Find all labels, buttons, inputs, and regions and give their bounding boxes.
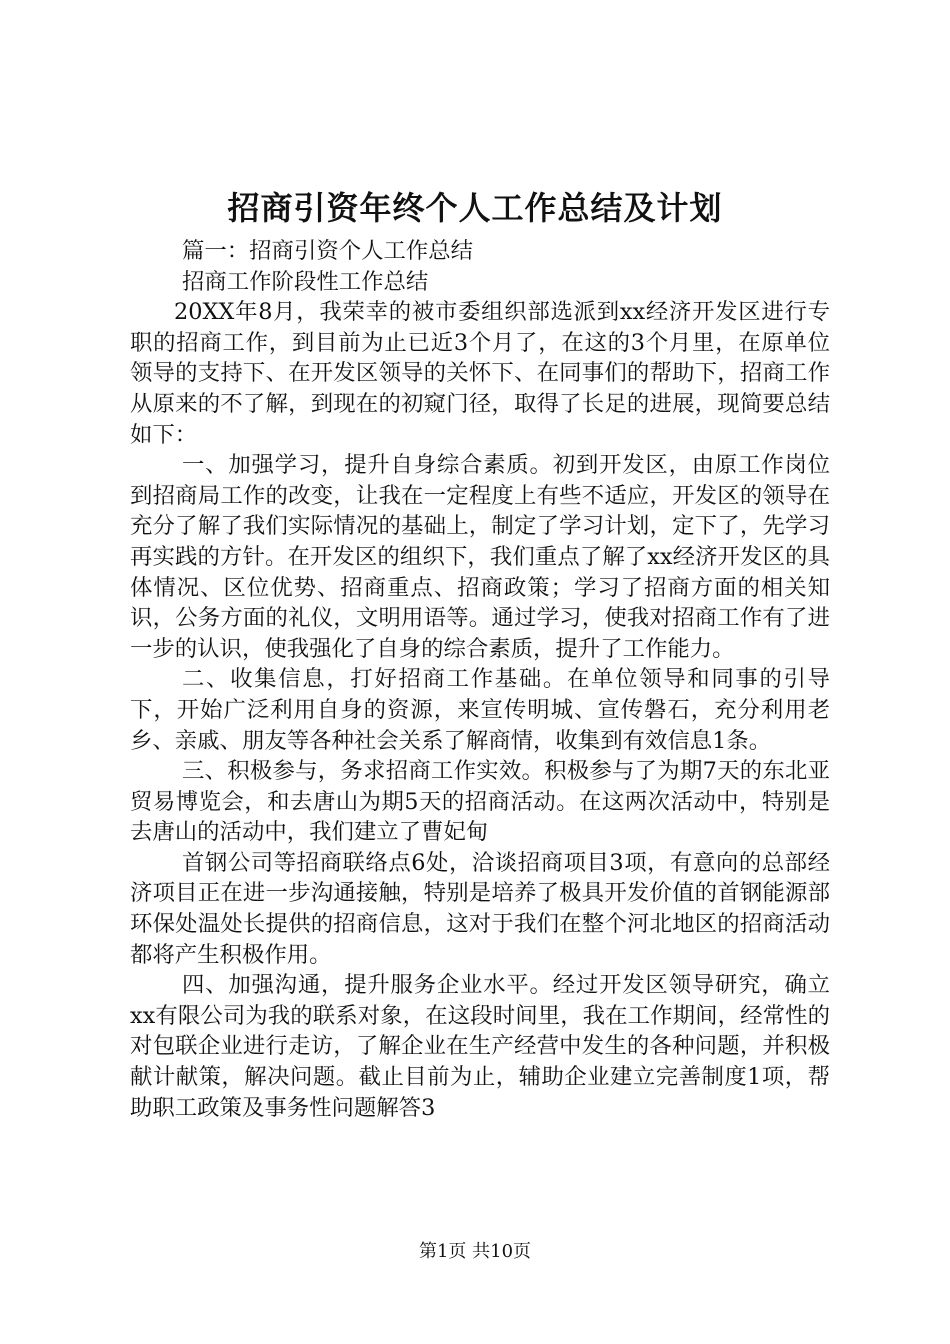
paragraph-study: 一、加强学习，提升自身综合素质。初到开发区，由原工作岗位到招商局工作的改变，让我在一定程度上有些不适应，开发区的领导在充分了解了我们实际情况的基础上，制定了学习计划，定下了，先学习再实践的方针。在开发区的组织下，我们重点了解了xx经济开发区的具体情况、区位优势、招商重点、招商政策；学习了招商方面的相关知识，公务方面的礼仪，文明用语等。通过学习，使我对招商工作有了进一步的认识，使我强化了自身的综合素质，提升了工作能力。: [130, 452, 830, 662]
section-heading: 篇一：招商引资个人工作总结: [182, 238, 474, 264]
page-footer: 第1页 共10页: [418, 1241, 532, 1262]
paragraph-shougang: 首钢公司等招商联络点6处，洽谈招商项目3项，有意向的总部经济项目正在进一步沟通接触，特别是培养了极具开发价值的首钢能源部环保处温处长提供的招商信息，这对于我们在整个河北地区的招商活动都将产生积极作用。: [130, 849, 830, 968]
paragraph-communication: 四、加强沟通，提升服务企业水平。经过开发区领导研究，确立xx有限公司为我的联系对象，在这段时间里，我在工作期间，经常性的对包联企业进行走访，了解企业在生产经营中发生的各种问题，并积极献计献策，解决问题。截止目前为止，辅助企业建立完善制度1项，帮助职工政策及事务性问题解答3: [130, 972, 830, 1121]
sub-heading: 招商工作阶段性工作总结: [182, 268, 429, 295]
paragraph-participation: 三、积极参与，务求招商工作实效。积极参与了为期7天的东北亚贸易博览会，和去唐山为期5天的招商活动。在这两次活动中，特别是去唐山的活动中，我们建立了曹妃甸: [130, 758, 830, 846]
intro-paragraph: 20XX年8月，我荣幸的被市委组织部选派到xx经济开发区进行专职的招商工作，到目前为止已近3个月了，在这的3个月里，在原单位领导的支持下、在开发区领导的关怀下、在同事们的帮助下，招商工作从原来的不了解，到现在的初窥门径，取得了长足的进展，现简要总结如下：: [130, 299, 830, 448]
paragraph-information: 二、收集信息，打好招商工作基础。在单位领导和同事的引导下，开始广泛利用自身的资源，来宣传明城、宣传磐石，充分利用老乡、亲戚、朋友等各种社会关系了解商情，收集到有效信息1条。: [130, 666, 830, 754]
document-body: [130, 236, 830, 1123]
document-title: 招商引资年终个人工作总结及计划: [227, 189, 723, 227]
